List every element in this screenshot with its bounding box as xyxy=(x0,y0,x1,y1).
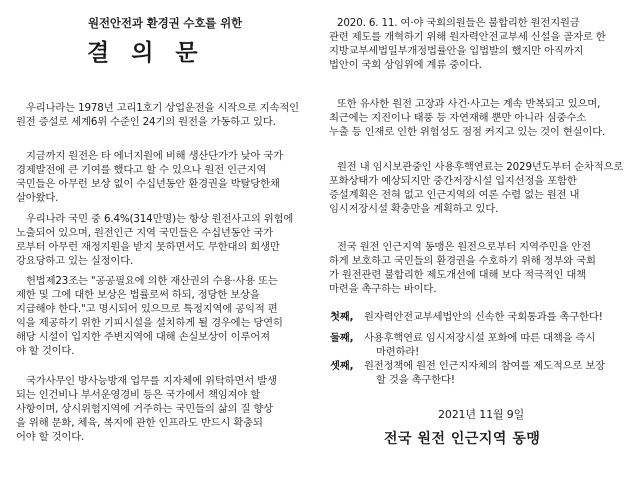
right-p1-line: 관련 제도를 개혁하기 위해 원자력안전교부세 신설을 골자로 한 xyxy=(329,31,606,43)
demand-text: 원전정책에 원전 인근지자체의 참여를 제도적으로 보장 xyxy=(364,360,605,372)
left-p2-line: 경제발전에 큰 기여를 했다고 할 수 있으나 원전 인근지역 xyxy=(16,164,267,176)
demand-label: 셋째, xyxy=(330,360,354,372)
left-p5-line: 사항이며, 상시위험지역에 거주하는 국민들의 삶의 질 향상 xyxy=(16,403,273,415)
left-p4-line: 해당 시설이 입지한 주변지역에 대해 손실보상이 이루어져 xyxy=(16,331,270,343)
left-p4-line: 야 할 것이다. xyxy=(16,345,75,357)
left-p5-line: 을 위해 문화, 체육, 복지에 관한 인프라도 반드시 확충되 xyxy=(16,417,263,429)
right-p1-line: 2020. 6. 11. 여·야 국회의원들은 불합리한 원전지원금 xyxy=(337,17,580,29)
left-p5-line: 국가사무인 방사능방재 업무를 지자체에 위탁하면서 발생 xyxy=(26,375,277,387)
left-p2-line: 살아왔다. xyxy=(16,192,59,204)
left-p3-line: 로부터 아무런 재정지원을 받지 못하면서도 무한대의 희생만 xyxy=(16,241,280,253)
right-p2-line: 누출 등 인재로 인한 위험성도 점점 커지고 있는 것이 현실이다. xyxy=(329,126,606,138)
left-p4-line: 지급해야 한다."고 명시되어 있으므로 특정지역에 공익적 편 xyxy=(16,303,278,315)
left-p3-line: 노출되어 있으며, 원전인근 지역 국민들은 수십년동안 국가 xyxy=(16,227,273,239)
signature: 전국 원전 인근지역 동맹 xyxy=(384,431,541,447)
left-p2-line: 지금까지 원전은 타 에너지원에 비해 생산단가가 낮아 국가 xyxy=(26,150,283,162)
left-p4-line: 익을 제공하기 위한 기피시설을 설치하게 될 경우에는 당연히 xyxy=(16,317,283,329)
right-p3-line: 원전 내 임시보관중인 사용후핵연료는 2029년도부터 순차적으로 xyxy=(337,161,624,173)
right-p4-line: 가 원전관련 불합리한 제도개선에 대해 보다 적극적인 대책 xyxy=(329,269,586,281)
right-p4-line: 마련을 촉구하는 바이다. xyxy=(329,283,437,295)
right-p3-line: 포화상태가 예상되지만 중간저장시설 입지선정을 포함한 xyxy=(329,175,577,187)
right-p1-line: 지방교부세법일부개정법률안을 입법발의 했지만 아직까지 xyxy=(329,45,584,57)
demand-label: 첫째, xyxy=(330,311,354,323)
resolution-title: 결의문 xyxy=(87,40,220,66)
right-p1-line: 법안이 국회 상임위에 계류 중이다. xyxy=(329,59,482,71)
left-p1-line: 원전 증설로 세계6위 수준인 24기의 원전을 가동하고 있다. xyxy=(16,116,276,128)
left-p4-line: 제한 및 그에 대한 보상은 법률로써 하되, 정당한 보상을 xyxy=(16,289,260,301)
left-p5-line: 어야 할 것이다. xyxy=(16,431,85,443)
left-p4-line: 헌법제23조는 "공공필요에 의한 재산권의 수용·사용 또는 xyxy=(26,275,278,287)
left-p3-line: 우리나라 국민 중 6.4%(314만명)는 항상 원전사고의 위험에 xyxy=(26,213,294,225)
left-p5-line: 되는 인건비나 부서운영경비 등은 국가에서 책임져야 할 xyxy=(16,389,261,401)
resolution-subtitle: 원전안전과 환경권 수호를 위한 xyxy=(88,16,243,30)
left-p1-line: 우리나라는 1978년 고리1호기 상업운전을 시작으로 지속적인 xyxy=(26,102,299,114)
right-p4-line: 하게 보호하고 국민들의 환경권을 수호하기 위해 정부와 국회 xyxy=(329,255,596,267)
demand-text: 마련하라! xyxy=(376,346,420,358)
demand-text: 원자력안전교부세법안의 신속한 국회통과를 촉구한다! xyxy=(364,311,603,323)
left-p2-line: 국민들은 아무런 보상 없이 수십년동안 환경권을 박탈당한채 xyxy=(16,178,280,190)
left-p3-line: 강요당하고 있는 실정이다. xyxy=(16,255,134,267)
right-p3-line: 증설계획은 전혀 없고 인근지역의 여론 수렴 없는 원전 내 xyxy=(329,189,580,201)
right-p4-line: 전국 원전 인근지역 동맹은 원전으로부터 지역주민을 안전 xyxy=(337,241,591,253)
demand-label: 둘째, xyxy=(330,332,354,344)
right-p3-line: 임시저장시설 확충만을 계획하고 있다. xyxy=(329,203,499,215)
document-date: 2021년 11월 9일 xyxy=(438,408,525,421)
right-p2-line: 또한 유사한 원전 고장과 사건·사고는 계속 반복되고 있으며, xyxy=(337,98,601,110)
demand-text: 할 것을 촉구한다! xyxy=(376,374,455,386)
demand-text: 사용후핵연료 임시저장시설 포화에 따른 대책을 즉시 xyxy=(364,332,596,344)
right-p2-line: 최근에는 지진이나 태풍 등 자연재해 뿐만 아니라 심중수소 xyxy=(329,112,586,124)
